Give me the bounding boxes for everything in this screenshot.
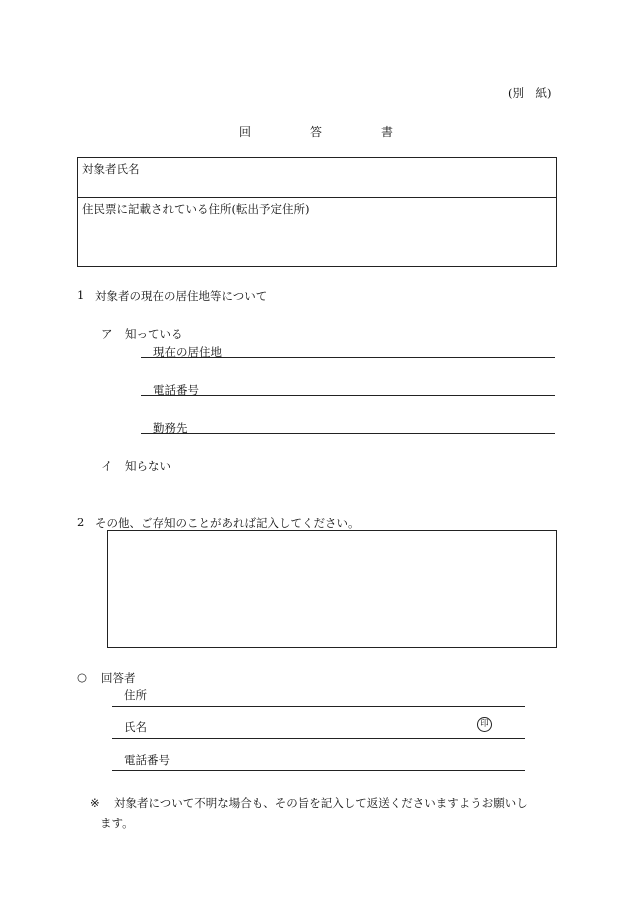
footnote-line2: ます。 xyxy=(100,816,134,830)
section2-heading: その他、ご存知のことがあれば記入してください。 xyxy=(95,516,360,530)
respondent-name-label: 氏名 xyxy=(124,720,147,734)
target-info-box xyxy=(77,157,557,267)
respondent-heading: 回答者 xyxy=(101,671,136,685)
title-char-1: 回 xyxy=(239,125,252,139)
workplace-line[interactable] xyxy=(141,433,555,434)
respondent-phone-line[interactable] xyxy=(112,770,525,771)
current-residence-label: 現在の居住地 xyxy=(153,345,222,359)
option-i-mark: イ xyxy=(101,459,113,473)
footnote-line1: 対象者について不明な場合も、その旨を記入して返送くださいますようお願いし xyxy=(114,796,528,810)
workplace-label: 勤務先 xyxy=(153,421,188,435)
registered-address-label: 住民票に記載されている住所(転出予定住所) xyxy=(82,202,310,216)
respondent-address-line[interactable] xyxy=(112,706,525,707)
option-i-label: 知らない xyxy=(125,459,171,473)
current-residence-line[interactable] xyxy=(141,357,555,358)
respondent-mark: ○ xyxy=(77,670,88,684)
respondent-address-label: 住所 xyxy=(124,688,147,702)
phone-number-label: 電話番号 xyxy=(153,383,199,397)
title-char-3: 書 xyxy=(381,125,394,139)
other-info-box[interactable] xyxy=(107,530,557,648)
title-char-2: 答 xyxy=(310,125,323,139)
section2-number: 2 xyxy=(77,515,85,529)
option-a-mark: ア xyxy=(101,327,113,341)
attachment-label: (別 紙) xyxy=(508,86,552,100)
seal-icon: 印 xyxy=(477,717,492,732)
option-a-label: 知っている xyxy=(125,327,183,341)
target-name-cell[interactable] xyxy=(78,158,556,198)
phone-number-line[interactable] xyxy=(141,395,555,396)
footnote-mark: ※ xyxy=(90,796,100,810)
registered-address-cell[interactable] xyxy=(78,198,556,266)
section1-number: 1 xyxy=(77,288,85,302)
respondent-name-line[interactable] xyxy=(112,738,525,739)
section1-heading: 対象者の現在の居住地等について xyxy=(95,289,268,303)
target-name-label: 対象者氏名 xyxy=(82,162,140,176)
document-title xyxy=(0,123,630,139)
respondent-phone-label: 電話番号 xyxy=(124,753,170,767)
